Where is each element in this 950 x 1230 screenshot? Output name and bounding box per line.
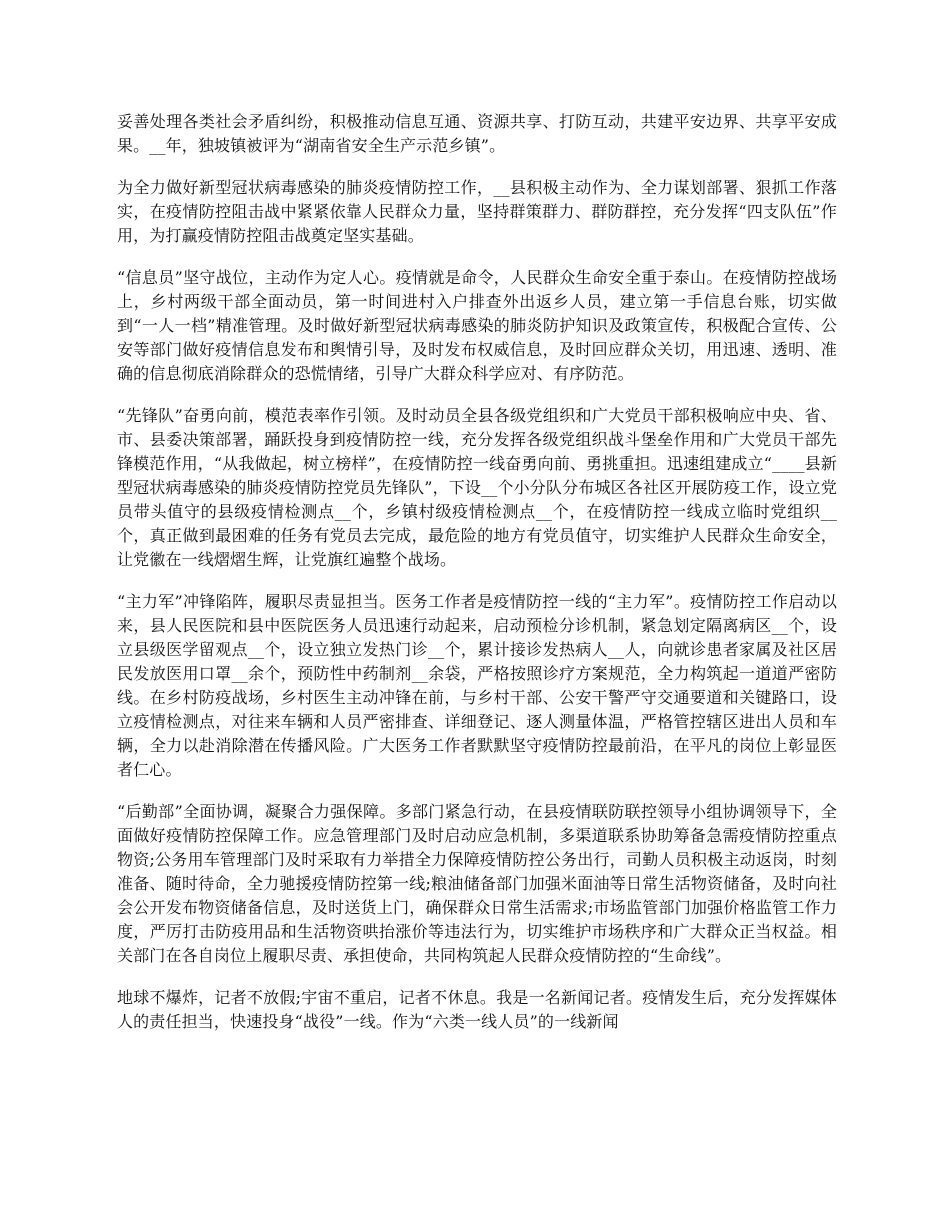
document-body	[117, 110, 837, 1034]
paragraph-1: 妥善处理各类社会矛盾纠纷，积极推动信息互通、资源共享、打防互动，共建平安边界、共享平安成果。__年，独坡镇被评为“湖南省安全生产示范乡镇”。	[117, 112, 837, 155]
paragraph-5: “主力军”冲锋陷阵，履职尽责显担当。医务工作者是疫情防控一线的“主力军”。疫情防控工作启动以来，县人民医院和县中医院医务人员迅速行动起来，启动预检分诊机制，紧急划定隔离病区__个，设立县级医学留观点__个，设立独立发热门诊__个，累计接诊发热病人__人，向就诊患者家属及社区居民发放医用口罩__余个，预防性中药制剂__余袋，严格按照诊疗方案规范，全力构筑起一道道严密防线。在乡村防疫战场，乡村医生主动冲锋在前，与乡村干部、公安干警严守交通要道和关键路口，设立疫情检测点，对往来车辆和人员严密排查、详细登记、逐人测量体温，严格管控辖区进出人员和车辆，全力以赴消除潜在传播风险。广大医务工作者默默坚守疫情防控最前沿，在平凡的岗位上彰显医者仁心。	[117, 592, 837, 779]
paragraph-4: “先锋队”奋勇向前，模范表率作引领。及时动员全县各级党组织和广大党员干部积极响应中央、省、市、县委决策部署，踊跃投身到疫情防控一线，充分发挥各级党组织战斗堡垒作用和广大党员干部先锋模范作用，“从我做起，树立榜样”，在疫情防控一线奋勇向前、勇挑重担。迅速组建成立“____县新型冠状病毒感染的肺炎疫情防控党员先锋队”，下设__个小分队分布城区各社区开展防疫工作，设立党员带头值守的县级疫情检测点__个，乡镇村级疫情检测点__个，在疫情防控一线成立临时党组织__个，真正做到最困难的任务有党员去完成，最危险的地方有党员值守，切实维护人民群众生命安全，让党徽在一线熠熠生辉，让党旗红遍整个战场。	[117, 406, 837, 569]
paragraph-6: “后勤部”全面协调，凝聚合力强保障。多部门紧急行动，在县疫情联防联控领导小组协调领导下，全面做好疫情防控保障工作。应急管理部门及时启动应急机制，多渠道联系协助筹备急需疫情防控重点物资;公务用车管理部门及时采取有力举措全力保障疫情防控公务出行，司勤人员积极主动返岗，时刻准备、随时待命，全力驰援疫情防控第一线;粮油储备部门加强米面油等日常生活物资储备，及时向社会公开发布物资储备信息，及时送货上门，确保群众日常生活需求;市场监管部门加强价格监管工作力度，严厉打击防疫用品和生活物资哄抬涨价等违法行为，切实维护市场秩序和广大群众正当权益。相关部门在各自岗位上履职尽责、承担使命，共同构筑起人民群众疫情防控的“生命线”。	[117, 802, 837, 965]
paragraph-3: “信息员”坚守战位，主动作为定人心。疫情就是命令，人民群众生命安全重于泰山。在疫情防控战场上，乡村两级干部全面动员，第一时间进村入户排查外出返乡人员，建立第一手信息台账，切实做到“一人一档”精准管理。及时做好新型冠状病毒感染的肺炎防护知识及政策宣传，积极配合宣传、公安等部门做好疫情信息发布和舆情引导，及时发布权威信息，及时回应群众关切，用迅速、透明、准确的信息彻底消除群众的恐慌情绪，引导广大群众科学应对、有序防范。	[117, 268, 837, 383]
paragraph-2: 为全力做好新型冠状病毒感染的肺炎疫情防控工作，__县积极主动作为、全力谋划部署、狠抓工作落实，在疫情防控阻击战中紧紧依靠人民群众力量，坚持群策群力、群防群控，充分发挥“四支队伍”作用，为打赢疫情防控阻击战奠定坚实基础。	[117, 178, 837, 245]
paragraph-7: 地球不爆炸，记者不放假;宇宙不重启，记者不休息。我是一名新闻记者。疫情发生后，充分发挥媒体人的责任担当，快速投身“战役”一线。作为“六类一线人员”的一线新闻	[117, 988, 837, 1031]
